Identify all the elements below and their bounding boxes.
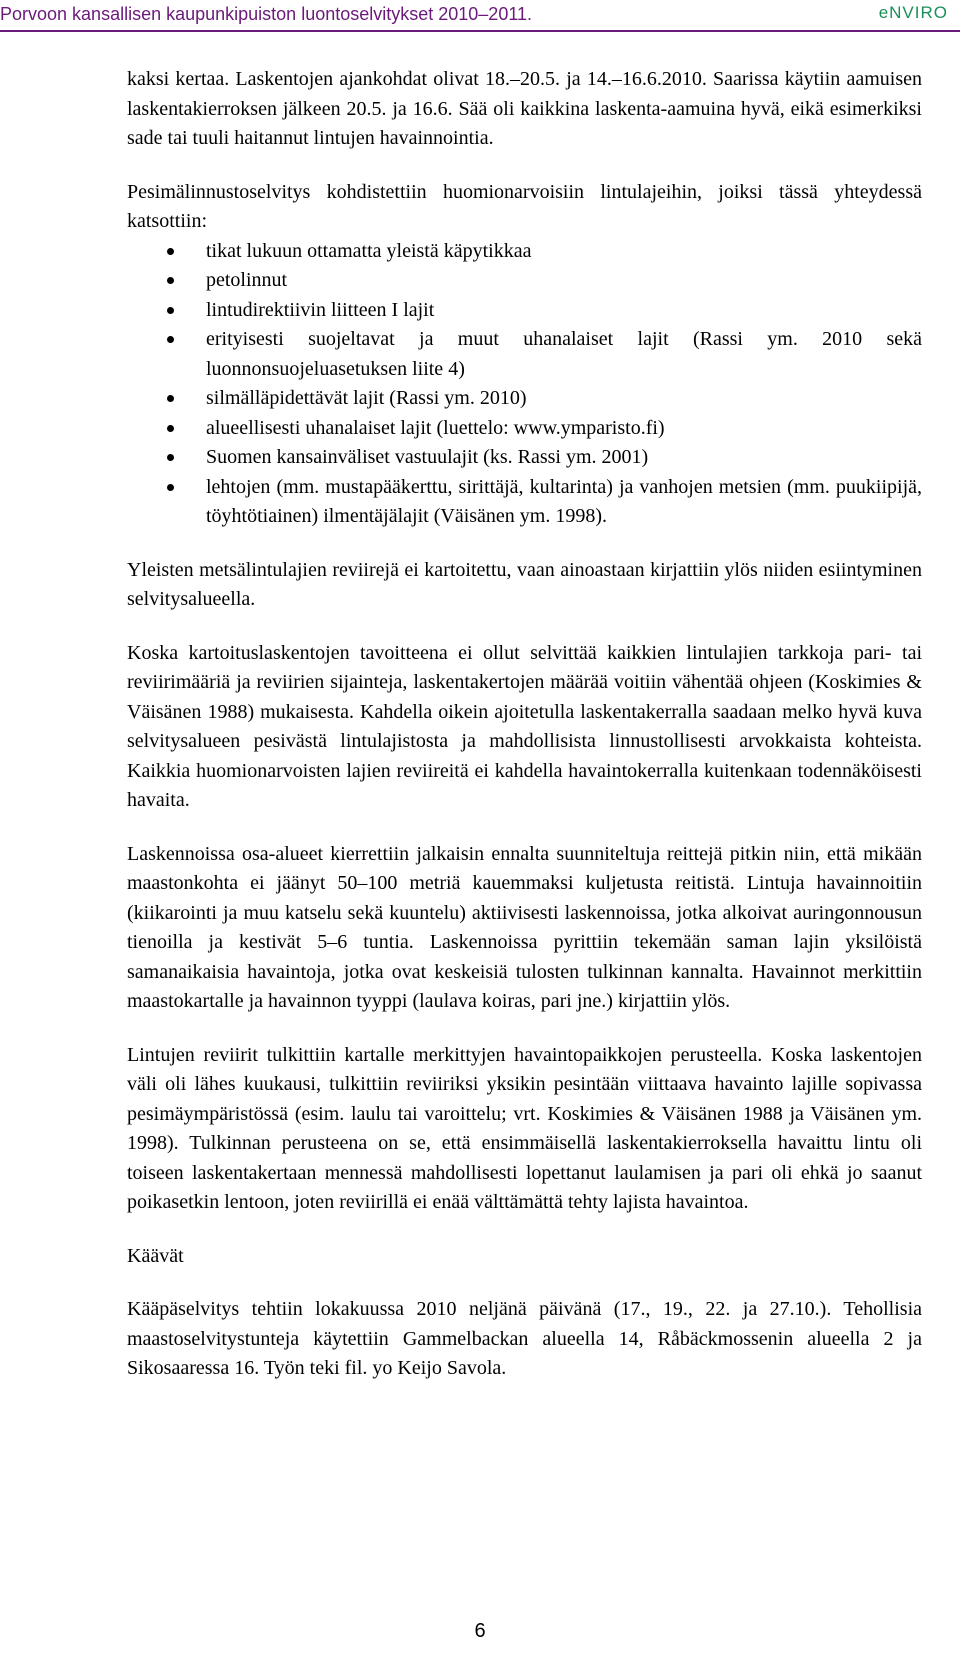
list-item bbox=[127, 414, 922, 444]
bullet-icon bbox=[167, 277, 174, 284]
list-item-text: lintudirektiivin liitteen I lajit bbox=[206, 298, 435, 321]
paragraph-territory-interpretation: Lintujen reviirit tulkittiin kartalle merkittyjen havaintopaikkojen perusteella. Koska laskentojen väli oli lähes kuukausi, tulkittiin reviiriksi yksikin pesintään viittaava havainto lajille sopivassa pesimäympäristössä (esim. laulu tai varoittelu; vrt. Koskimies & Väisänen 1988 ja Väisänen ym. 1998). Tulkinnan perusteena on se, että ensimmäisellä laskentakierroksella havaittu lintu oli toiseen laskentakertaan mennessä mahdollisesti lopettanut laulamisen ja pari oli ehkä jo saanut poikasetkin lentoon, joten reviirillä ei enää välttämättä tehty lajista havaintoa. bbox=[127, 1043, 922, 1213]
list-item-text: petolinnut bbox=[206, 269, 288, 291]
list-item bbox=[127, 296, 922, 326]
header-title: Porvoon kansallisen kaupunkipuiston luontoselvitykset 2010–2011. bbox=[0, 4, 533, 24]
bullet-icon bbox=[167, 395, 174, 402]
document-body bbox=[127, 65, 922, 1408]
list-item bbox=[127, 266, 922, 296]
paragraph-count-rationale: Koska kartoituslaskentojen tavoitteena ei ollut selvittää kaikkien lintulajien tarkkoja pari- tai reviirimääriä ja reviirien sijainteja, laskentakertojen määrää voitiin vähentää ohjeen (Koskimies & Väisänen 1988) mukaisesta. Kahdella oikein ajoitetulla laskentakerralla saadaan melko hyvä kuva selvitysalueen pesivästä lintulajistosta ja mahdollisista linnustollisesti arvokkaista kohteista. Kaikkia huomionarvoisten lajien reviireitä ei kahdella havaintokerralla kuitenkaan todennäköisesti havaita. bbox=[127, 641, 922, 811]
list-item-text: tikat lukuun ottamatta yleistä käpytikkaa bbox=[206, 239, 532, 262]
bullet-icon bbox=[167, 307, 174, 314]
bullet-icon bbox=[167, 248, 174, 255]
bullet-icon bbox=[167, 484, 174, 491]
paragraph-field-method: Laskennoissa osa-alueet kierrettiin jalkaisin ennalta suunniteltuja reittejä pitkin niin, että mikään maastonkohta ei jäänyt 50–100 metriä kauemmaksi kuljetusta reitistä. Lintuja havainnoitiin (kiikarointi ja muu katselu sekä kuuntelu) aktiivisesti laskennoissa, jotka alkoivat auringonnousun tienoilla ja kestivät 5–6 tuntia. Laskennoissa pyrittiin tekemään saman lajin yksilöistä samanaikaisia havaintoja, jotka ovat keskeisiä tulosten tulkinnan kannalta. Havainnot merkittiin maastokartalle ja havainnon tyyppi (laulava koiras, pari jne.) kirjattiin ylös. bbox=[127, 842, 922, 1012]
bullet-icon bbox=[167, 425, 174, 432]
list-item-text: Suomen kansainväliset vastuulajit (ks. Rassi ym. 2001) bbox=[206, 446, 649, 468]
paragraph-survey-scope: Pesimälinnustoselvitys kohdistettiin huomionarvoisiin lintulajeihin, joiksi tässä yhteydessä katsottiin: bbox=[127, 180, 922, 232]
bullet-icon bbox=[167, 454, 174, 461]
list-item-text: silmälläpidettävät lajit (Rassi ym. 2010) bbox=[206, 387, 527, 409]
page-number: 6 bbox=[474, 1620, 486, 1642]
list-item-text: lehtojen (mm. mustapääkerttu, sirittäjä, kultarinta) ja vanhojen metsien (mm. puukiipijä, töyhtötiainen) ilmentäjälajit (Väisänen ym. 1998). bbox=[206, 475, 922, 527]
bullet-icon bbox=[167, 336, 174, 343]
list-item bbox=[127, 443, 922, 473]
species-criteria-list bbox=[127, 237, 922, 532]
header-divider bbox=[0, 30, 960, 32]
page-header bbox=[0, 0, 960, 32]
list-item bbox=[127, 473, 922, 532]
section-heading-kaavat: Käävät bbox=[127, 1244, 184, 1267]
list-item bbox=[127, 325, 922, 384]
list-item bbox=[127, 237, 922, 267]
paragraph-count-schedule: kaksi kertaa. Laskentojen ajankohdat olivat 18.–20.5. ja 14.–16.6.2010. Saarissa käytiin aamuisen laskentakierroksen jälkeen 20.5. ja 16.6. Sää oli kaikkina laskenta-aamuina hyvä, eikä esimerkiksi sade tai tuuli haitannut lintujen havainnointia. bbox=[127, 68, 922, 149]
paragraph-common-species: Yleisten metsälintulajien reviirejä ei kartoitettu, vaan ainoastaan kirjattiin ylös niiden esiintyminen selvitysalueella. bbox=[127, 558, 922, 610]
list-item-text: alueellisesti uhanalaiset lajit (luettelo: www.ymparisto.fi) bbox=[206, 416, 665, 439]
list-item-text: erityisesti suojeltavat ja muut uhanalaiset lajit (Rassi ym. 2010 sekä luonnonsuojeluasetuksen liite 4) bbox=[206, 328, 922, 380]
paragraph-polypore-survey: Kääpäselvitys tehtiin lokakuussa 2010 neljänä päivänä (17., 19., 22. ja 27.10.). Tehollisia maastoselvitystunteja käytettiin Gammelbackan alueella 14, Råbäckmossenin alueella 2 ja Sikosaaressa 16. Työn teki fil. yo Keijo Savola. bbox=[127, 1298, 922, 1379]
list-item bbox=[127, 384, 922, 414]
enviro-logo: eNVIRO bbox=[878, 3, 948, 22]
